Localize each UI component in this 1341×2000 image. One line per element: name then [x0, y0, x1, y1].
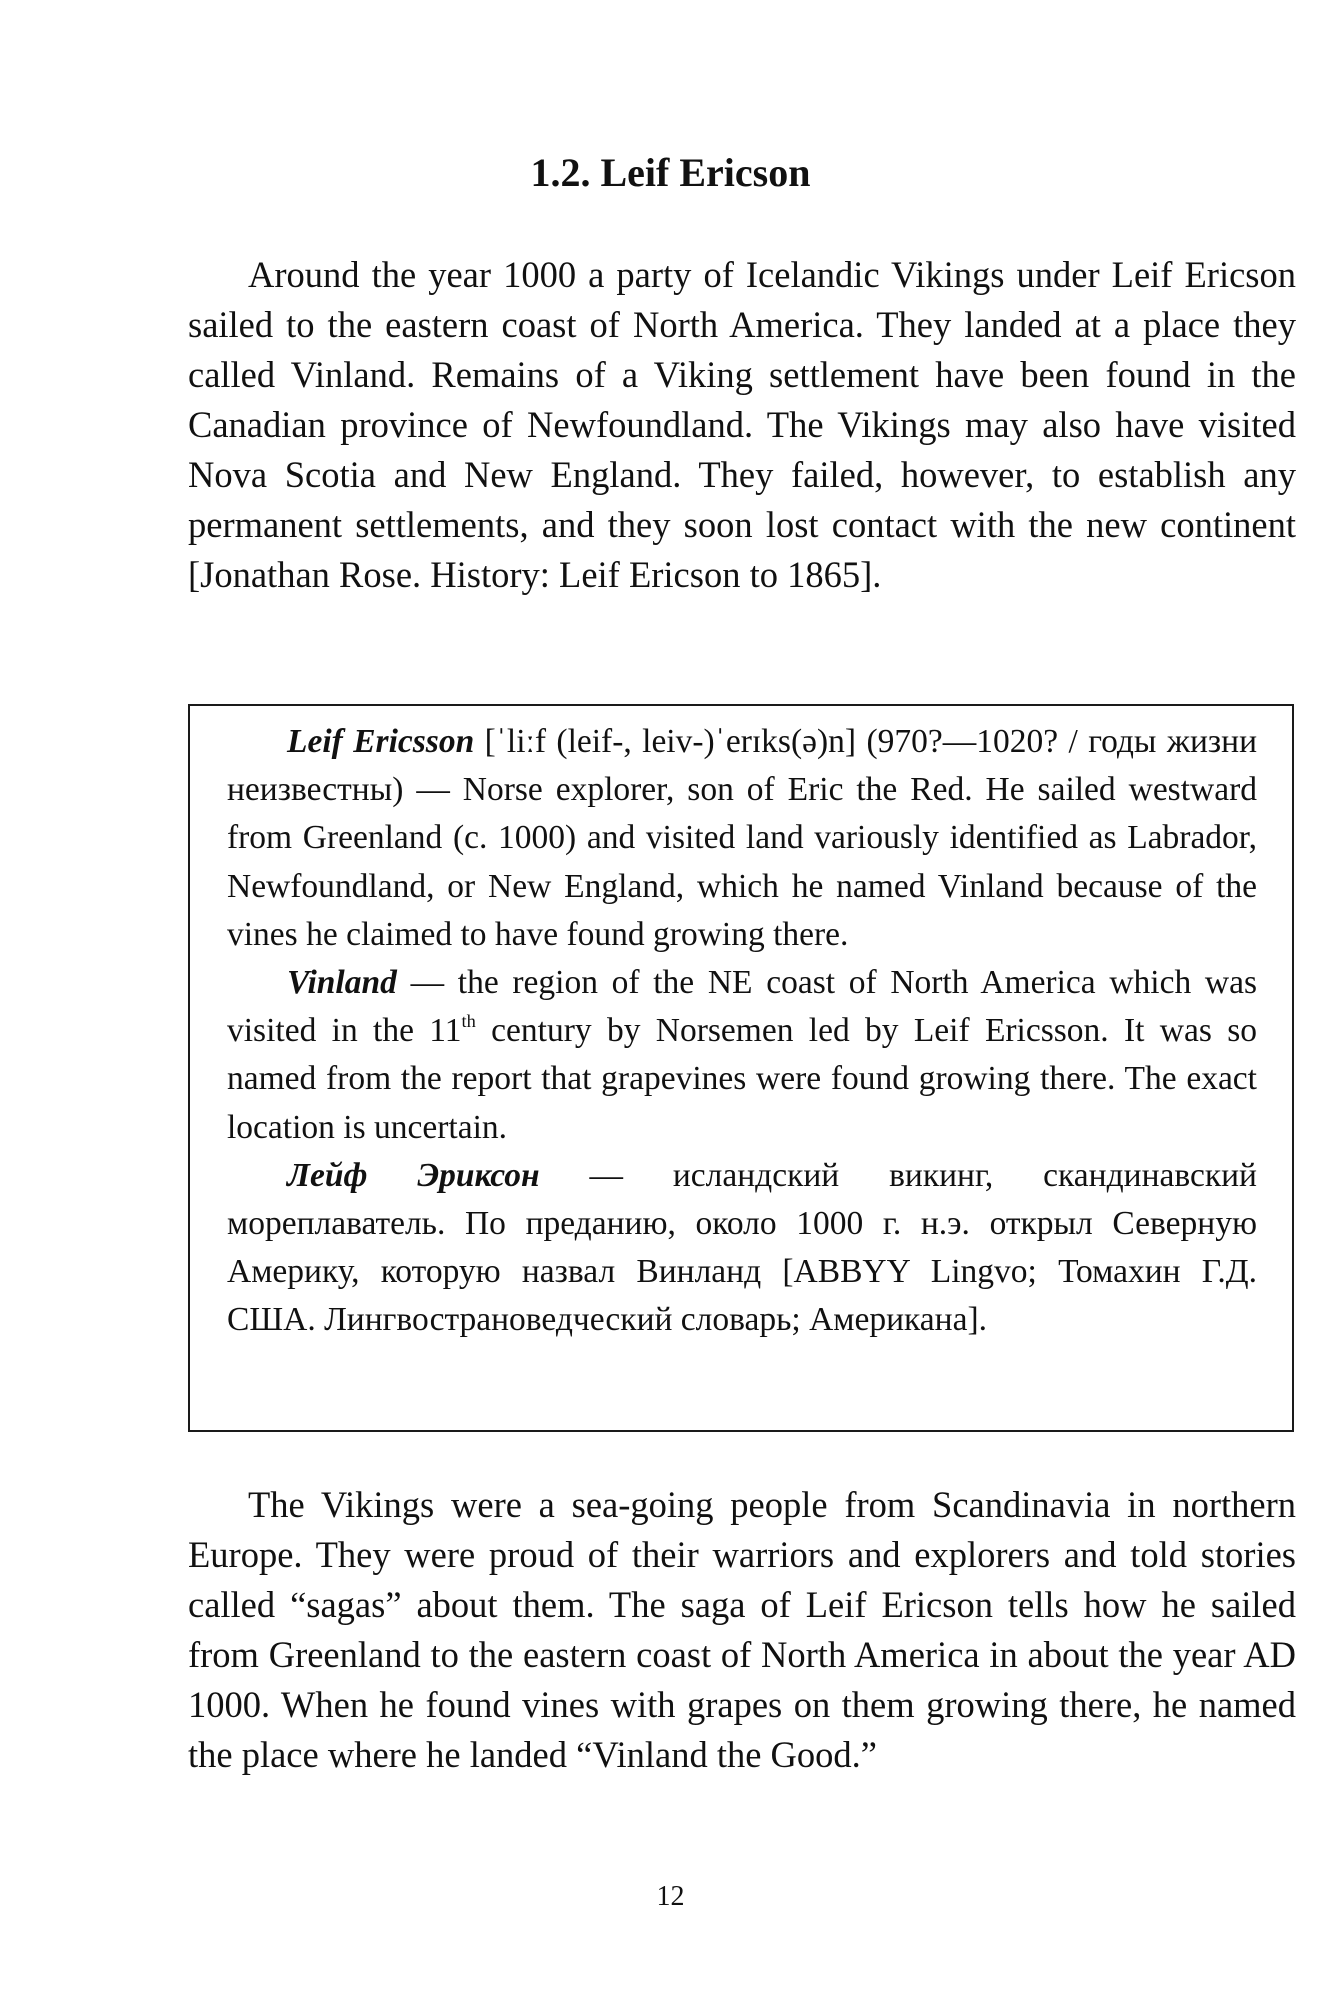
entry-definition: — the region of the NE coast of North America which was visited in the 11	[227, 964, 1257, 1050]
paragraph-intro-text: Around the year 1000 a party of Icelandic Vikings under Leif Ericson sailed to the eastern coast of North America. They landed at a place they called Vinland. Remains of a Viking settlement have been found in the Canadian province of Newfoundland. The Vikings may also have visited Nova Scotia and New England. They failed, however, to establish any permanent settlements, and they soon lost contact with the new continent [Jonathan Rose. History: Leif Ericson to 1865].	[188, 254, 1296, 595]
ordinal-suffix: th	[461, 1011, 476, 1032]
entry-term: Vinland	[287, 964, 397, 1002]
entry-vinland	[227, 959, 1257, 1152]
paragraph-intro	[188, 250, 1296, 600]
paragraph-vikings-text: The Vikings were a sea-going people from Scandinavia in northern Europe. They were proud of their warriors and explorers and told stories called “sagas” about them. The saga of Leif Ericson tells how he sailed from Greenland to the eastern coast of North America in about the year AD 1000. When he found vines with grapes on them growing there, he named the place where he landed “Vinland the Good.”	[188, 1484, 1296, 1775]
entry-term: Лейф Эриксон	[287, 1156, 540, 1194]
entry-definition-continued: century by Norsemen led by Leif Ericsson. It was so named from the report that grapevines were found growing there. The exact location is uncertain.	[227, 1012, 1257, 1146]
entry-leif-ericsson	[227, 718, 1257, 959]
entry-term: Leif Ericsson	[287, 723, 475, 760]
dictionary-box-content	[227, 718, 1257, 1345]
section-heading: 1.2. Leif Ericson	[530, 150, 811, 195]
entry-leif-erikson-ru	[227, 1152, 1257, 1345]
paragraph-vikings	[188, 1480, 1296, 1780]
page-number: 12	[656, 1881, 685, 1912]
entry-definition: — исландский викинг, скандинавский мореплаватель. По преданию, около 1000 г. н.э. открыл Северную Америку, которую назвал Винланд [ABBYY Lingvo; Томахин Г.Д. США. Лингвострановедческий словарь; Американа].	[227, 1156, 1257, 1339]
entry-definition: [ˈliːf (leif-, leiv-)ˈerɪks(ə)n] (970?—1020? / годы жизни неизвестны) — Norse explorer, son of Eric the Red. He sailed westward from Greenland (c. 1000) and visited land variously identified as Labrador, Newfoundland, or New England, which he named Vinland because of the vines he claimed to have found growing there.	[227, 723, 1257, 953]
dictionary-box	[188, 704, 1294, 1432]
